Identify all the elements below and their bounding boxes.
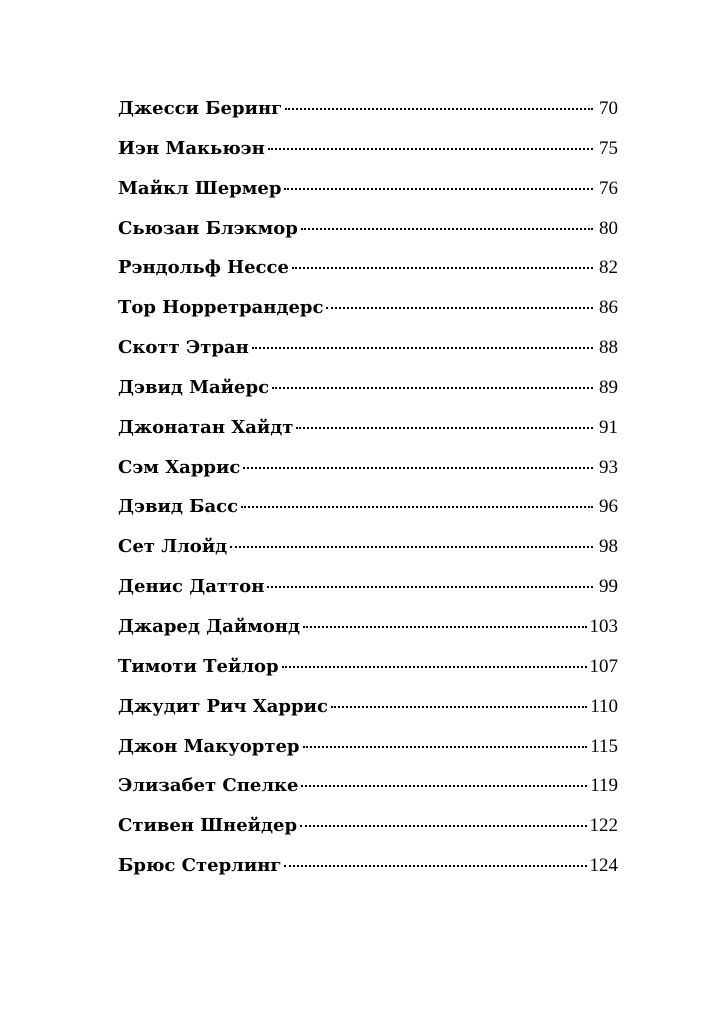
toc-page-number: 82 [599, 257, 618, 279]
toc-author: Майкл Шермер [118, 177, 282, 199]
toc-entry [118, 614, 618, 654]
toc-page-number: 119 [590, 775, 618, 797]
toc-entry [118, 415, 618, 455]
dot-leader [284, 188, 593, 190]
toc-page-number: 122 [589, 815, 618, 837]
toc-page-number: 93 [599, 456, 618, 478]
dot-leader [282, 666, 587, 668]
toc-entry [118, 375, 618, 415]
toc-author: Джаред Даймонд [118, 615, 300, 637]
dot-leader [331, 706, 587, 708]
toc-author: Стивен Шнейдер [118, 815, 298, 837]
dot-leader [303, 746, 588, 748]
toc-author: Тимоти Тейлор [118, 655, 279, 677]
dot-leader [272, 387, 593, 389]
dot-leader [301, 228, 593, 230]
toc-entry [118, 176, 618, 216]
toc-page-number: 70 [599, 98, 618, 119]
dot-leader [292, 267, 593, 269]
dot-leader [230, 546, 593, 548]
dot-leader [268, 148, 593, 150]
toc-page-number: 75 [599, 137, 618, 159]
toc-entry [118, 574, 618, 614]
dot-leader [243, 467, 593, 469]
toc-author: Сьюзан Блэкмор [118, 217, 298, 239]
dot-leader [285, 108, 593, 110]
toc-author: Рэндольф Нессе [118, 257, 289, 279]
toc-entry [118, 734, 618, 774]
toc-page-number: 96 [599, 496, 618, 518]
toc-page-number: 88 [599, 337, 618, 359]
toc-page-number: 99 [599, 576, 618, 598]
toc-entry [118, 494, 618, 534]
table-of-contents [118, 96, 618, 893]
toc-author: Сэм Харрис [118, 456, 241, 478]
toc-author: Денис Даттон [118, 576, 265, 598]
toc-entry [118, 96, 618, 136]
toc-author: Тор Норретрандерс [118, 297, 324, 319]
toc-author: Скотт Этран [118, 337, 249, 359]
toc-author: Дэвид Басс [118, 496, 239, 518]
toc-entry [118, 773, 618, 813]
toc-author: Дэвид Майерс [118, 376, 270, 398]
dot-leader [284, 865, 586, 867]
dot-leader [301, 785, 587, 787]
toc-entry [118, 654, 618, 694]
toc-entry [118, 335, 618, 375]
dot-leader [296, 427, 593, 429]
toc-entry [118, 216, 618, 256]
toc-author: Сет Ллойд [118, 536, 228, 558]
toc-author: Иэн Макьюэн [118, 137, 265, 159]
toc-page-number: 124 [589, 855, 618, 877]
dot-leader [326, 307, 593, 309]
toc-page-number: 80 [599, 217, 618, 239]
toc-entry [118, 853, 618, 893]
toc-entry [118, 694, 618, 734]
toc-entry [118, 813, 618, 853]
toc-page-number: 115 [590, 735, 618, 757]
toc-entry [118, 255, 618, 295]
toc-author: Элизабет Спелке [118, 775, 299, 797]
toc-author: Джесси Беринг [118, 98, 283, 119]
toc-page-number: 91 [599, 416, 618, 438]
toc-entry [118, 136, 618, 176]
dot-leader [300, 825, 586, 827]
toc-entry [118, 295, 618, 335]
toc-page-number: 98 [599, 536, 618, 558]
toc-author: Джонатан Хайдт [118, 416, 294, 438]
toc-author: Брюс Стерлинг [118, 855, 282, 877]
toc-page-number: 86 [599, 297, 618, 319]
toc-page-number: 107 [589, 655, 618, 677]
dot-leader [241, 506, 593, 508]
toc-entry [118, 534, 618, 574]
toc-author: Джудит Рич Харрис [118, 695, 328, 717]
dot-leader [267, 586, 593, 588]
toc-page-number: 103 [589, 615, 618, 637]
toc-author: Джон Макуортер [118, 735, 300, 757]
toc-entry [118, 455, 618, 495]
dot-leader [252, 347, 593, 349]
toc-page-number: 89 [599, 376, 618, 398]
toc-page-number: 110 [590, 695, 618, 717]
toc-page-number: 76 [599, 177, 618, 199]
dot-leader [303, 626, 587, 628]
